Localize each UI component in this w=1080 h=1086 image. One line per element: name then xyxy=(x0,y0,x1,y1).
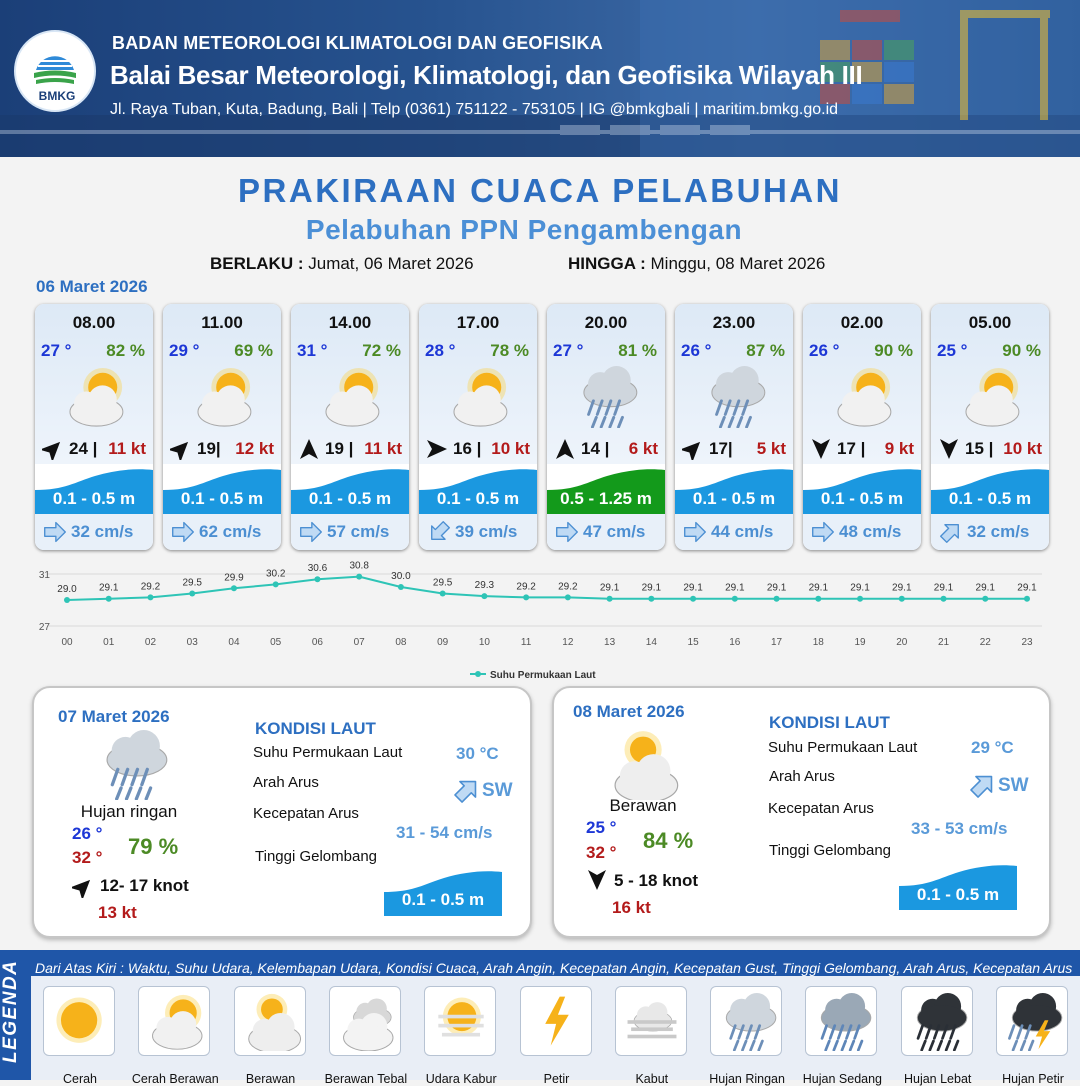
x-tick-label: 14 xyxy=(645,637,657,648)
sst-data-point xyxy=(273,581,279,587)
agency-name: BADAN METEOROLOGI KLIMATOLOGI DAN GEOFISIKA xyxy=(112,33,603,53)
day2-wind: 12- 17 knot xyxy=(100,876,189,895)
legend-icon-box xyxy=(424,986,496,1056)
card-humidity: 72 % xyxy=(362,341,401,360)
legend-icon-box xyxy=(43,986,115,1056)
forecast-card xyxy=(35,304,153,550)
berawan-tebal-icon xyxy=(336,993,396,1051)
day2-wave-height: 0.1 - 0.5 m xyxy=(401,890,485,909)
wind-direction-icon xyxy=(682,438,704,460)
card-wave-height: 0.1 - 0.5 m xyxy=(948,489,1032,508)
current-direction-label: Arah Arus xyxy=(253,774,319,791)
card-wind-speed: 19 | xyxy=(325,439,354,458)
wind-direction-icon xyxy=(426,438,448,460)
sst-data-point xyxy=(398,584,404,590)
card-weather-icon xyxy=(698,366,770,428)
day3-sst: 29 °C xyxy=(971,738,1014,757)
sst-data-point xyxy=(106,596,112,602)
card-wind-speed: 24 | xyxy=(69,439,98,458)
sst-data-label: 29.1 xyxy=(892,582,912,594)
card-current-speed: 32 cm/s xyxy=(71,522,134,541)
sst-data-point xyxy=(523,594,529,600)
sst-data-point xyxy=(1024,596,1030,602)
forecast-card xyxy=(803,304,921,550)
card-time: 23.00 xyxy=(712,313,756,332)
wind-direction-icon xyxy=(298,438,320,460)
legend-icon-box xyxy=(615,986,687,1056)
sst-data-label: 29.3 xyxy=(474,580,495,592)
day2-temp-max: 32 ° xyxy=(72,848,103,867)
card-humidity: 87 % xyxy=(746,341,785,360)
legend-label: Hujan Sedang xyxy=(802,1072,882,1086)
sst-data-point xyxy=(147,594,153,600)
card-wave-height: 0.1 - 0.5 m xyxy=(52,489,136,508)
card-current xyxy=(291,514,409,550)
legend-icon-box xyxy=(138,986,210,1056)
card-current xyxy=(675,514,793,550)
card-current xyxy=(35,514,153,550)
sst-data-point xyxy=(899,596,905,602)
wind-direction-icon xyxy=(42,438,64,460)
current-direction-icon xyxy=(169,520,197,544)
legend-icon-box xyxy=(329,986,401,1056)
card-humidity: 69 % xyxy=(234,341,273,360)
legend-label: Berawan xyxy=(245,1072,296,1086)
card-humidity: 90 % xyxy=(874,341,913,360)
card-wind-speed: 17 | xyxy=(837,439,866,458)
card-time: 08.00 xyxy=(72,313,116,332)
udara-kabur-icon xyxy=(431,993,491,1051)
current-direction-icon xyxy=(968,771,998,799)
legend-icon-box xyxy=(520,986,592,1056)
forecast-card xyxy=(547,304,665,550)
card-current-speed: 57 cm/s xyxy=(327,522,390,541)
card-temperature: 31 ° xyxy=(297,341,328,360)
sst-data-label: 29.2 xyxy=(140,581,161,593)
x-tick-label: 12 xyxy=(562,637,574,648)
legend-label: Petir xyxy=(543,1072,570,1086)
hujan-ringan-icon xyxy=(570,366,642,428)
day3-sea-title: KONDISI LAUT xyxy=(769,713,890,732)
card-temperature: 25 ° xyxy=(937,341,968,360)
legend-icon-box xyxy=(805,986,877,1056)
forecast-card xyxy=(675,304,793,550)
card-humidity: 78 % xyxy=(490,341,529,360)
sst-data-label: 30.2 xyxy=(265,568,286,580)
card-wave-height: 0.1 - 0.5 m xyxy=(820,489,904,508)
card-weather-icon xyxy=(570,366,642,428)
card-gust-speed: 5 kt xyxy=(756,439,786,458)
card-wind-speed: 19| xyxy=(197,439,221,458)
forecast-card xyxy=(291,304,409,550)
legend-icons xyxy=(31,976,1080,1086)
chart-legend-label: Suhu Permukaan Laut xyxy=(490,670,596,681)
page-title: PRAKIRAAN CUACA PELABUHAN xyxy=(238,172,842,209)
card-current xyxy=(803,514,921,550)
card-current xyxy=(419,514,537,550)
day2-temp-min: 26 ° xyxy=(72,824,103,843)
port-name: Pelabuhan PPN Pengambengan xyxy=(305,214,743,245)
current-direction-icon xyxy=(452,776,482,804)
x-tick-label: 13 xyxy=(604,637,616,648)
valid-until: HINGGA : Minggu, 08 Maret 2026 xyxy=(568,254,826,273)
sst-data-point xyxy=(481,593,487,599)
current-direction-icon xyxy=(937,520,965,544)
forecast-card xyxy=(419,304,537,550)
card-current-speed: 62 cm/s xyxy=(199,522,262,541)
card-weather-icon xyxy=(58,366,130,428)
office-address: Jl. Raya Tuban, Kuta, Badung, Bali | Telp (0361) 751122 - 753105 | IG @bmkgbali | maritim.bmkg.go.id xyxy=(110,101,839,118)
sst-data-label: 29.1 xyxy=(683,582,703,594)
x-tick-label: 02 xyxy=(144,637,157,648)
x-tick-label: 20 xyxy=(896,637,908,648)
card-time: 02.00 xyxy=(840,313,884,332)
sst-data-label: 30.8 xyxy=(349,560,369,572)
sst-data-label: 29.5 xyxy=(432,577,453,589)
current-direction-icon xyxy=(553,520,581,544)
card-time: 14.00 xyxy=(328,313,372,332)
card-current xyxy=(931,514,1049,550)
day3-temp-max: 32 ° xyxy=(586,843,617,862)
legend-label: Kabut xyxy=(635,1072,669,1086)
wave-height-label: Tinggi Gelombang xyxy=(769,842,892,859)
legend-icon-box xyxy=(710,986,782,1056)
cerah-berawan-icon xyxy=(314,366,386,428)
card-current xyxy=(163,514,281,550)
hujan-ringan-icon xyxy=(717,993,777,1051)
sst-data-point xyxy=(815,596,821,602)
wind-direction-icon xyxy=(810,438,832,460)
day2-condition: Hujan ringan xyxy=(80,802,178,821)
cerah-icon xyxy=(50,993,110,1051)
x-tick-label: 07 xyxy=(353,637,365,648)
card-humidity: 82 % xyxy=(106,341,145,360)
x-tick-label: 15 xyxy=(687,637,699,648)
cerah-berawan-icon xyxy=(442,366,514,428)
card-temperature: 29 ° xyxy=(169,341,200,360)
sst-label: Suhu Permukaan Laut xyxy=(253,744,403,761)
x-tick-label: 10 xyxy=(478,637,490,648)
valid-from: BERLAKU : Jumat, 06 Maret 2026 xyxy=(210,254,474,273)
sst-data-point xyxy=(732,596,738,602)
sst-data-label: 29.9 xyxy=(224,572,244,584)
card-current-speed: 48 cm/s xyxy=(839,522,902,541)
sst-data-label: 29.1 xyxy=(641,582,662,594)
berawan-icon xyxy=(241,993,301,1051)
sst-data-point xyxy=(64,597,70,603)
y-tick-label: 31 xyxy=(38,570,50,581)
sst-data-label: 29.1 xyxy=(933,582,954,594)
current-speed-label: Kecepatan Arus xyxy=(253,805,359,822)
sst-data-label: 29.2 xyxy=(516,581,536,593)
day2-weather-icon xyxy=(92,730,172,800)
y-tick-label: 27 xyxy=(38,622,50,633)
sst-data-point xyxy=(941,596,947,602)
sst-data-label: 30.6 xyxy=(307,563,328,575)
sst-data-label: 29.1 xyxy=(1017,582,1037,594)
forecast-card xyxy=(931,304,1049,550)
header-banner xyxy=(0,0,1080,157)
current-direction-icon xyxy=(297,520,325,544)
x-tick-label: 05 xyxy=(270,637,282,648)
card-gust-speed: 10 kt xyxy=(491,439,530,458)
sst-series-line xyxy=(67,577,1027,600)
day3-current-direction: SW xyxy=(998,775,1029,796)
card-time: 17.00 xyxy=(456,313,500,332)
x-tick-label: 22 xyxy=(979,637,991,648)
current-direction-icon xyxy=(809,520,837,544)
day3-wave-height: 0.1 - 0.5 m xyxy=(916,885,1000,904)
hujan-ringan-icon xyxy=(92,730,172,800)
day2-humidity: 79 % xyxy=(128,834,179,859)
sst-data-label: 29.1 xyxy=(99,582,119,594)
legend-description: Dari Atas Kiri : Waktu, Suhu Udara, Kelembapan Udara, Kondisi Cuaca, Arah Angin, Kecepatan Angin, Kecepatan Gust, Tinggi Gelombang, Arah Arus, Kecepatan Arus xyxy=(35,960,1073,976)
x-tick-label: 01 xyxy=(103,637,115,648)
x-tick-label: 17 xyxy=(771,637,783,648)
card-weather-icon xyxy=(442,366,514,428)
sst-data-label: 29.1 xyxy=(850,582,870,594)
x-tick-label: 19 xyxy=(854,637,866,648)
sst-data-point xyxy=(857,596,863,602)
card-wind-speed: 15 | xyxy=(965,439,994,458)
sst-data-label: 30.0 xyxy=(391,571,411,582)
legend xyxy=(0,950,1080,1086)
wind-direction-icon xyxy=(170,438,192,460)
legend-label: Hujan Ringan xyxy=(709,1072,785,1086)
hujan-lebat-icon xyxy=(908,993,968,1051)
day3-date: 08 Maret 2026 xyxy=(573,702,685,721)
card-temperature: 26 ° xyxy=(681,341,712,360)
x-tick-label: 09 xyxy=(437,637,449,648)
card-current-speed: 39 cm/s xyxy=(455,522,518,541)
card-gust-speed: 11 kt xyxy=(108,439,146,458)
x-tick-label: 04 xyxy=(228,637,240,648)
sst-data-label: 29.1 xyxy=(725,582,745,594)
legend-label: Cerah xyxy=(62,1072,98,1086)
card-current-speed: 44 cm/s xyxy=(711,522,774,541)
day3-current-speed: 33 - 53 cm/s xyxy=(911,819,1008,838)
sst-data-point xyxy=(565,594,571,600)
x-tick-label: 16 xyxy=(729,637,741,648)
card-wind-speed: 14 | xyxy=(581,439,610,458)
day2-current-direction: SW xyxy=(482,780,513,801)
sst-data-label: 29.1 xyxy=(808,582,829,594)
card-current-speed: 47 cm/s xyxy=(583,522,646,541)
day3-temp-min: 25 ° xyxy=(586,818,617,837)
card-time: 20.00 xyxy=(584,313,628,332)
card-weather-icon xyxy=(826,366,898,428)
x-tick-label: 11 xyxy=(520,637,532,648)
current-direction-label: Arah Arus xyxy=(769,768,835,785)
cerah-berawan-icon xyxy=(145,993,205,1051)
day1-date: 06 Maret 2026 xyxy=(36,277,148,296)
legend-label: Udara Kabur xyxy=(425,1072,497,1086)
card-time: 05.00 xyxy=(968,313,1012,332)
card-current xyxy=(547,514,665,550)
card-wave-height: 0.1 - 0.5 m xyxy=(308,489,392,508)
card-weather-icon xyxy=(954,366,1026,428)
x-tick-label: 08 xyxy=(395,637,407,648)
legend-marker xyxy=(475,671,481,677)
card-gust-speed: 12 kt xyxy=(235,439,274,458)
sst-data-label: 29.5 xyxy=(182,577,202,589)
day3-humidity: 84 % xyxy=(643,828,694,853)
legend-icon-box xyxy=(996,986,1068,1056)
card-gust-speed: 9 kt xyxy=(884,439,914,458)
card-gust-speed: 10 kt xyxy=(1003,439,1042,458)
wind-direction-icon xyxy=(938,438,960,460)
x-tick-label: 06 xyxy=(311,637,323,648)
petir-icon xyxy=(527,993,587,1051)
card-gust-speed: 6 kt xyxy=(628,439,658,458)
wind-direction-icon xyxy=(586,869,608,891)
card-wave-height: 0.1 - 0.5 m xyxy=(436,489,520,508)
x-tick-label: 23 xyxy=(1021,637,1033,648)
wind-direction-icon xyxy=(554,438,576,460)
card-gust-speed: 11 kt xyxy=(364,439,402,458)
cerah-berawan-icon xyxy=(826,366,898,428)
legend-label: Hujan Petir xyxy=(1002,1072,1064,1086)
card-wind-speed: 17| xyxy=(709,439,733,458)
day2-current-speed: 31 - 54 cm/s xyxy=(396,823,493,842)
sst-data-point xyxy=(982,596,988,602)
cerah-berawan-icon xyxy=(58,366,130,428)
cerah-berawan-icon xyxy=(954,366,1026,428)
x-tick-label: 21 xyxy=(937,637,950,648)
sst-data-point xyxy=(314,576,320,582)
sst-data-label: 29.1 xyxy=(599,582,620,594)
legend-icon-box xyxy=(901,986,973,1056)
sst-data-point xyxy=(690,596,696,602)
sst-data-point xyxy=(440,591,446,597)
sst-data-point xyxy=(231,585,237,591)
card-wind-speed: 16 | xyxy=(453,439,482,458)
current-speed-label: Kecepatan Arus xyxy=(768,800,874,817)
day3-gust: 16 kt xyxy=(612,898,651,917)
day2-date: 07 Maret 2026 xyxy=(58,707,170,726)
wave-height-label: Tinggi Gelombang xyxy=(255,848,378,865)
card-wave-height: 0.1 - 0.5 m xyxy=(692,489,776,508)
office-name: Balai Besar Meteorologi, Klimatologi, dan Geofisika Wilayah III xyxy=(110,60,863,90)
legend-title: LEGENDA xyxy=(0,959,21,1063)
current-direction-icon xyxy=(681,520,709,544)
card-time: 11.00 xyxy=(201,313,243,332)
card-wave-height: 0.1 - 0.5 m xyxy=(180,489,264,508)
day2-gust: 13 kt xyxy=(98,903,137,922)
legend-label: Hujan Lebat xyxy=(903,1072,972,1086)
card-wave-height: 0.5 - 1.25 m xyxy=(560,489,652,508)
card-temperature: 26 ° xyxy=(809,341,840,360)
hujan-sedang-icon xyxy=(812,993,872,1051)
sst-data-point xyxy=(648,596,654,602)
hujan-ringan-icon xyxy=(698,366,770,428)
sst-data-label: 29.2 xyxy=(558,581,578,593)
sst-data-point xyxy=(774,596,780,602)
card-temperature: 28 ° xyxy=(425,341,456,360)
wind-direction-icon xyxy=(72,876,94,898)
legend-label: Cerah Berawan xyxy=(131,1072,219,1086)
x-tick-label: 18 xyxy=(812,637,824,648)
kabut-icon xyxy=(622,993,682,1051)
x-tick-label: 00 xyxy=(61,637,73,648)
current-direction-icon xyxy=(41,520,69,544)
card-temperature: 27 ° xyxy=(41,341,72,360)
card-weather-icon xyxy=(314,366,386,428)
legend-label: Berawan Tebal xyxy=(324,1072,408,1086)
x-tick-label: 03 xyxy=(186,637,198,648)
day3-forecast-panel xyxy=(552,686,1051,938)
card-temperature: 27 ° xyxy=(553,341,584,360)
berawan-icon xyxy=(602,730,682,800)
sea-surface-temperature-chart xyxy=(0,560,1080,685)
cerah-berawan-icon xyxy=(186,366,258,428)
day3-wind: 5 - 18 knot xyxy=(614,871,699,890)
day2-sst: 30 °C xyxy=(456,744,499,763)
card-weather-icon xyxy=(186,366,258,428)
legend-icon-box xyxy=(234,986,306,1056)
sst-data-label: 29.1 xyxy=(766,582,787,594)
bmkg-logo: BMKG xyxy=(14,30,96,112)
sst-data-point xyxy=(356,574,362,580)
card-current-speed: 32 cm/s xyxy=(967,522,1030,541)
day2-sea-title: KONDISI LAUT xyxy=(255,719,376,738)
card-humidity: 90 % xyxy=(1002,341,1041,360)
forecast-card xyxy=(163,304,281,550)
hujan-petir-icon xyxy=(1003,993,1063,1051)
sst-data-point xyxy=(189,591,195,597)
day3-weather-icon xyxy=(602,730,682,800)
current-direction-icon xyxy=(425,520,453,544)
sst-data-label: 29.0 xyxy=(57,584,77,595)
day2-forecast-panel xyxy=(32,686,532,938)
sst-data-point xyxy=(607,596,613,602)
sst-label: Suhu Permukaan Laut xyxy=(768,739,918,756)
sst-data-label: 29.1 xyxy=(975,582,995,594)
day3-condition: Berawan xyxy=(609,796,677,815)
card-humidity: 81 % xyxy=(618,341,657,360)
